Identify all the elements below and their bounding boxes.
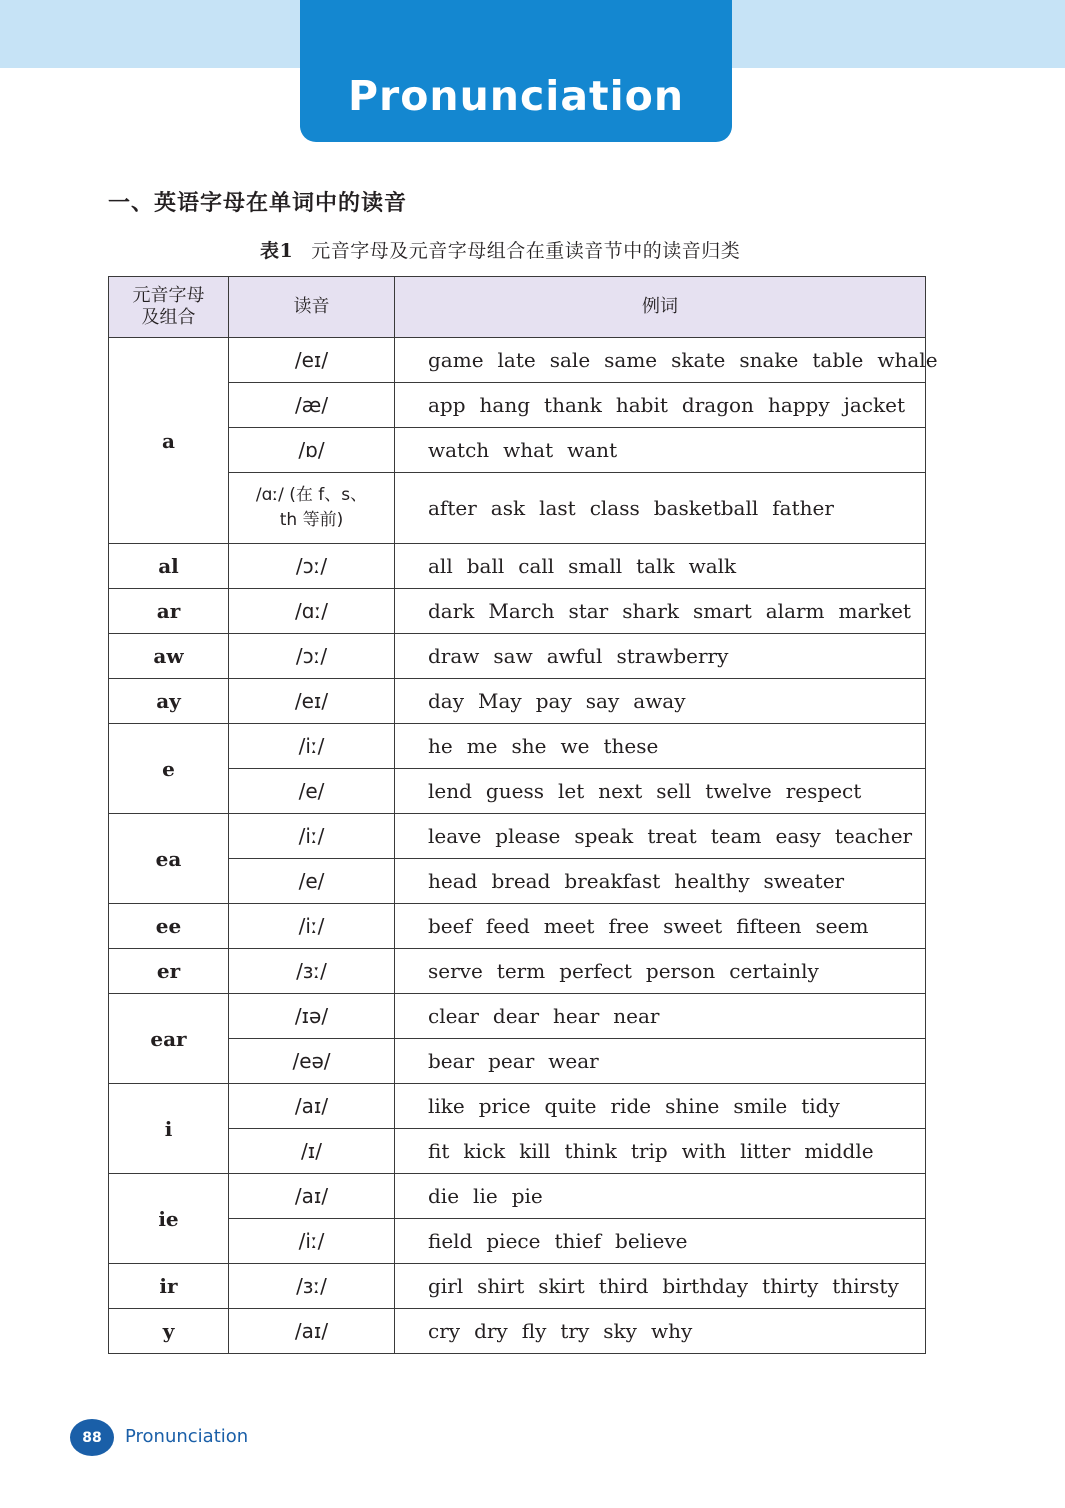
example-word: table <box>812 348 864 372</box>
example-word: hang <box>479 393 531 417</box>
vowel-letter-cell: ir <box>109 1264 229 1309</box>
phonetic-cell: /æ/ <box>229 383 395 428</box>
example-word: he <box>428 734 453 758</box>
phonetic-cell: /ɜː/ <box>229 1264 395 1309</box>
table-body <box>109 338 938 1354</box>
example-word: treat <box>647 824 697 848</box>
phonetic-cell: /ɔː/ <box>229 544 395 589</box>
table-row <box>109 1264 926 1309</box>
example-word: me <box>466 734 498 758</box>
example-word: thank <box>544 393 602 417</box>
phonetic-cell: /e/ <box>229 769 395 814</box>
example-word: dark <box>428 599 475 623</box>
example-word: May <box>478 689 522 713</box>
example-word: sell <box>656 779 692 803</box>
example-word: wear <box>548 1049 599 1073</box>
example-word: price <box>478 1094 531 1118</box>
example-words-cell <box>395 589 926 634</box>
example-word: pay <box>535 689 572 713</box>
vowel-letter-cell: y <box>109 1309 229 1354</box>
table-row <box>109 544 926 589</box>
example-word: sky <box>603 1319 637 1343</box>
vowel-letter-cell: er <box>109 949 229 994</box>
phonetic-cell: /eɪ/ <box>229 679 395 724</box>
example-word: jacket <box>843 393 905 417</box>
example-words-cell <box>395 634 926 679</box>
example-word: meet <box>543 914 595 938</box>
example-word: dragon <box>681 393 754 417</box>
example-word: happy <box>767 393 830 417</box>
example-word: talk <box>636 554 675 578</box>
page-number: 88 <box>82 1429 102 1446</box>
vowel-letter-cell: e <box>109 724 229 814</box>
example-word: field <box>428 1229 473 1253</box>
example-word: away <box>633 689 686 713</box>
example-word: day <box>428 689 465 713</box>
table-caption-number: 表1 <box>260 240 294 262</box>
phonetic-cell: /eə/ <box>229 1039 395 1084</box>
example-word: sweater <box>763 869 845 893</box>
vowel-table <box>108 276 938 1354</box>
example-word: think <box>564 1139 617 1163</box>
example-word: person <box>645 959 716 983</box>
vowel-letter-cell: a <box>109 338 229 544</box>
example-word: free <box>608 914 650 938</box>
example-word: beef <box>428 914 472 938</box>
table-row <box>109 338 926 383</box>
example-word: why <box>650 1319 693 1343</box>
example-word: girl <box>428 1274 464 1298</box>
example-words-cell <box>395 1129 926 1174</box>
table-caption-text: 元音字母及元音字母组合在重读音节中的读音归类 <box>311 240 741 262</box>
example-word: game <box>428 348 484 372</box>
example-word: walk <box>688 554 737 578</box>
example-word: sweet <box>663 914 723 938</box>
example-word: term <box>496 959 546 983</box>
example-word: easy <box>775 824 821 848</box>
example-word: leave <box>428 824 482 848</box>
example-word: shark <box>622 599 679 623</box>
example-word: litter <box>740 1139 791 1163</box>
example-word: bear <box>428 1049 475 1073</box>
vowel-letter-cell: aw <box>109 634 229 679</box>
vowel-letter-cell: ee <box>109 904 229 949</box>
page-title-tab <box>300 0 732 142</box>
example-word: app <box>428 393 466 417</box>
example-word: call <box>518 554 555 578</box>
table-row <box>109 1129 926 1174</box>
example-words-cell <box>395 904 926 949</box>
example-word: these <box>603 734 659 758</box>
example-words-cell <box>395 769 926 814</box>
example-word: star <box>568 599 609 623</box>
phonetic-cell: /ɪə/ <box>229 994 395 1039</box>
example-word: dear <box>492 1004 540 1028</box>
example-word: try <box>560 1319 590 1343</box>
example-word: what <box>503 438 554 462</box>
example-words-cell <box>395 859 926 904</box>
table-row <box>109 769 926 814</box>
example-word: March <box>488 599 555 623</box>
example-word: bread <box>491 869 551 893</box>
phonetic-cell: /iː/ <box>229 814 395 859</box>
table-row <box>109 1219 926 1264</box>
example-word: late <box>497 348 536 372</box>
example-word: basketball <box>653 496 759 520</box>
example-word: all <box>428 554 453 578</box>
example-word: pear <box>488 1049 535 1073</box>
table-row <box>109 994 926 1039</box>
header-phonetic: 读音 <box>229 277 395 338</box>
example-word: kill <box>519 1139 551 1163</box>
example-words-cell <box>395 473 926 544</box>
phonetic-cell: /ɪ/ <box>229 1129 395 1174</box>
example-word: draw <box>428 644 480 668</box>
example-word: breakfast <box>564 869 661 893</box>
table-row <box>109 589 926 634</box>
example-word: teacher <box>834 824 913 848</box>
example-word: head <box>428 869 478 893</box>
example-word: clear <box>428 1004 479 1028</box>
table-row <box>109 1084 926 1129</box>
vowel-letter-cell: ie <box>109 1174 229 1264</box>
example-words-cell <box>395 1084 926 1129</box>
table-row <box>109 634 926 679</box>
phonetic-cell: /aɪ/ <box>229 1174 395 1219</box>
phonetic-cell: /ɒ/ <box>229 428 395 473</box>
table-row <box>109 383 926 428</box>
section-heading: 一、英语字母在单词中的读音 <box>108 190 408 216</box>
header-examples: 例词 <box>395 277 926 338</box>
example-word: fly <box>521 1319 547 1343</box>
example-word: last <box>539 496 576 520</box>
example-word: healthy <box>674 869 750 893</box>
example-word: hear <box>553 1004 600 1028</box>
example-words-cell <box>395 724 926 769</box>
example-words-cell <box>395 994 926 1039</box>
table-row <box>109 814 926 859</box>
example-word: snake <box>739 348 799 372</box>
example-word: piece <box>486 1229 541 1253</box>
table-row <box>109 724 926 769</box>
vowel-letter-cell: ear <box>109 994 229 1084</box>
example-word: same <box>604 348 658 372</box>
table-header-row <box>109 277 926 338</box>
example-words-cell <box>395 338 938 383</box>
example-word: dry <box>474 1319 508 1343</box>
table-row <box>109 679 926 724</box>
example-word: quite <box>544 1094 597 1118</box>
table-row <box>109 428 926 473</box>
example-word: next <box>598 779 643 803</box>
phonetic-cell: /aɪ/ <box>229 1309 395 1354</box>
phonetic-cell: /iː/ <box>229 1219 395 1264</box>
example-word: want <box>567 438 618 462</box>
example-word: please <box>495 824 561 848</box>
example-word: smile <box>733 1094 788 1118</box>
table-row <box>109 949 926 994</box>
phonetic-cell: /iː/ <box>229 904 395 949</box>
example-word: awful <box>546 644 603 668</box>
table-row <box>109 1039 926 1084</box>
vowel-letter-cell: ea <box>109 814 229 904</box>
example-word: let <box>557 779 585 803</box>
example-word: near <box>613 1004 660 1028</box>
table-row <box>109 859 926 904</box>
example-word: fifteen <box>736 914 802 938</box>
example-word: kick <box>463 1139 506 1163</box>
example-words-cell <box>395 544 926 589</box>
vowel-letter-cell: al <box>109 544 229 589</box>
header-letter: 元音字母及组合 <box>109 277 229 338</box>
example-words-cell <box>395 1309 926 1354</box>
example-word: team <box>710 824 762 848</box>
example-word: small <box>568 554 623 578</box>
example-word: whale <box>877 348 938 372</box>
example-word: after <box>428 496 477 520</box>
example-word: say <box>585 689 620 713</box>
example-word: guess <box>485 779 544 803</box>
example-word: market <box>838 599 911 623</box>
example-word: middle <box>804 1139 874 1163</box>
example-word: respect <box>785 779 862 803</box>
example-word: she <box>511 734 547 758</box>
example-words-cell <box>395 814 926 859</box>
table-row <box>109 1174 926 1219</box>
example-word: ask <box>490 496 526 520</box>
example-word: certainly <box>729 959 819 983</box>
phonetic-cell: /ɜː/ <box>229 949 395 994</box>
example-words-cell <box>395 679 926 724</box>
example-word: thief <box>554 1229 602 1253</box>
table-caption <box>260 236 740 263</box>
example-words-cell <box>395 1039 926 1084</box>
example-word: shirt <box>477 1274 525 1298</box>
example-word: birthday <box>662 1274 749 1298</box>
table-row <box>109 1309 926 1354</box>
example-words-cell <box>395 1264 926 1309</box>
vowel-letter-cell: ar <box>109 589 229 634</box>
example-word: thirsty <box>832 1274 899 1298</box>
footer-label: Pronunciation <box>125 1426 249 1447</box>
phonetic-cell: /ɔː/ <box>229 634 395 679</box>
example-word: sale <box>549 348 591 372</box>
example-word: strawberry <box>616 644 729 668</box>
phonetic-cell: /ɑː/ (在 f、s、th 等前) <box>229 473 395 544</box>
example-word: lie <box>473 1184 498 1208</box>
example-word: ride <box>610 1094 652 1118</box>
table-row <box>109 904 926 949</box>
example-word: class <box>589 496 640 520</box>
example-word: watch <box>428 438 490 462</box>
example-word: feed <box>485 914 530 938</box>
example-word: smart <box>693 599 752 623</box>
example-word: third <box>598 1274 649 1298</box>
example-word: shine <box>665 1094 720 1118</box>
page-title: Pronunciation <box>347 72 685 120</box>
phonetic-cell: /iː/ <box>229 724 395 769</box>
example-word: speak <box>574 824 634 848</box>
table-row <box>109 473 926 544</box>
page-number-badge <box>70 1419 114 1456</box>
example-words-cell <box>395 1219 926 1264</box>
example-words-cell <box>395 383 926 428</box>
example-word: fit <box>428 1139 450 1163</box>
example-word: skate <box>671 348 726 372</box>
example-word: perfect <box>559 959 632 983</box>
vowel-letter-cell: ay <box>109 679 229 724</box>
example-word: serve <box>428 959 483 983</box>
example-word: ball <box>466 554 505 578</box>
vowel-letter-cell: i <box>109 1084 229 1174</box>
example-word: tidy <box>801 1094 840 1118</box>
example-word: alarm <box>765 599 825 623</box>
example-word: lend <box>428 779 472 803</box>
example-word: seem <box>815 914 869 938</box>
example-words-cell <box>395 1174 926 1219</box>
example-word: saw <box>493 644 533 668</box>
example-word: trip <box>630 1139 668 1163</box>
example-word: father <box>772 496 834 520</box>
example-word: believe <box>615 1229 688 1253</box>
example-word: pie <box>511 1184 543 1208</box>
example-words-cell <box>395 428 926 473</box>
example-words-cell <box>395 949 926 994</box>
example-word: thirty <box>762 1274 819 1298</box>
phonetic-cell: /ɑː/ <box>229 589 395 634</box>
example-word: habit <box>615 393 668 417</box>
example-word: skirt <box>538 1274 585 1298</box>
example-word: twelve <box>705 779 772 803</box>
example-word: we <box>560 734 590 758</box>
example-word: cry <box>428 1319 461 1343</box>
phonetic-cell: /eɪ/ <box>229 338 395 383</box>
example-word: like <box>428 1094 465 1118</box>
phonetic-cell: /aɪ/ <box>229 1084 395 1129</box>
example-word: with <box>681 1139 727 1163</box>
phonetic-cell: /e/ <box>229 859 395 904</box>
example-word: die <box>428 1184 460 1208</box>
